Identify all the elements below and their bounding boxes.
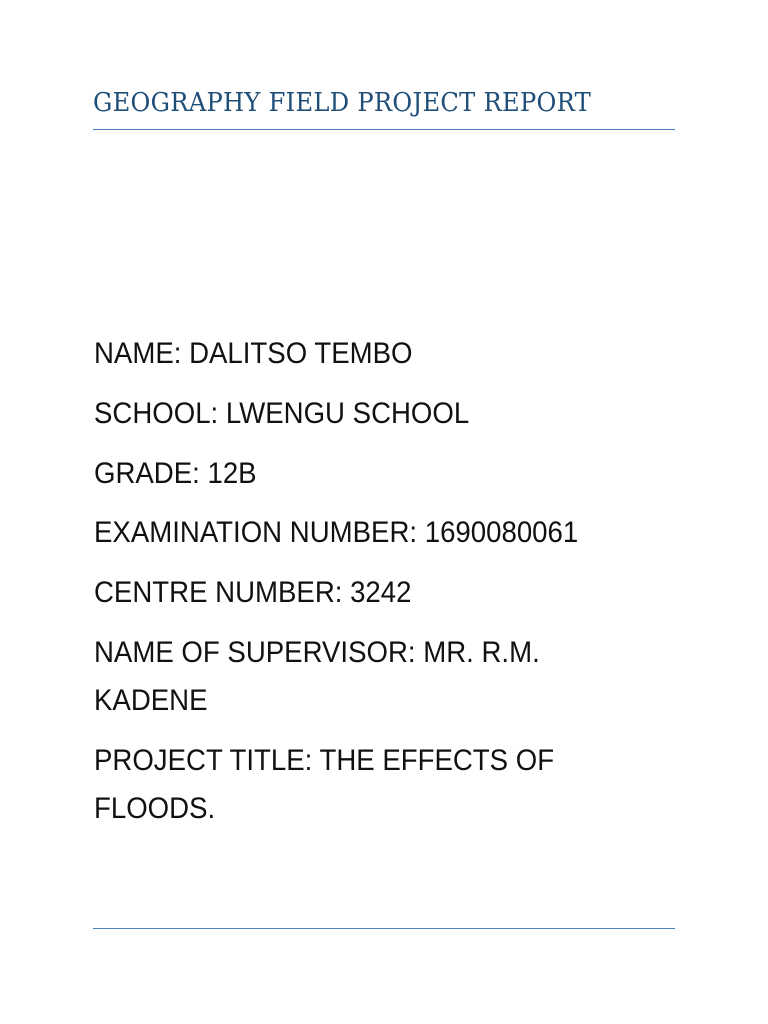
centre-number-field: CENTRE NUMBER: 3242	[94, 576, 412, 609]
footer-rule	[93, 928, 675, 929]
examination-number-field: EXAMINATION NUMBER: 1690080061	[94, 516, 579, 549]
supervisor-field-line2: KADENE	[94, 684, 208, 717]
school-field: SCHOOL: LWENGU SCHOOL	[94, 397, 470, 430]
project-title-field-line1: PROJECT TITLE: THE EFFECTS OF	[94, 744, 555, 777]
grade-field: GRADE: 12B	[94, 457, 257, 490]
project-title-field-line2: FLOODS.	[94, 792, 216, 825]
title-underline	[93, 129, 675, 130]
student-name-field: NAME: DALITSO TEMBO	[94, 337, 413, 370]
document-title: GEOGRAPHY FIELD PROJECT REPORT	[93, 88, 592, 118]
supervisor-field-line1: NAME OF SUPERVISOR: MR. R.M.	[94, 636, 540, 669]
